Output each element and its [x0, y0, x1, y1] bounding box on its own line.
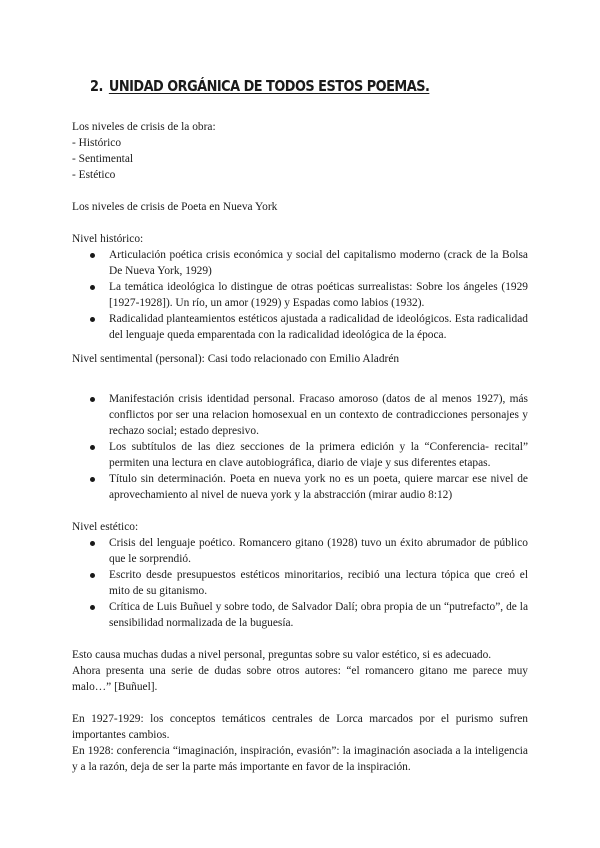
- list-item: La temática ideológica lo distingue de otras poéticas surrealistas: Sobre los ángeles (1929 [1927-1928]). Un río, un amor (1929) y Espadas como labios (1932).: [90, 279, 528, 311]
- cierre-paragraph-2: En 1928: conferencia “imaginación, inspiración, evasión”: la imaginación asociada a la inteligencia y a la razón, deja de ser la parte más importante en favor de la inspiración.: [72, 745, 528, 773]
- poeta-crisis-line: Los niveles de crisis de Poeta en Nueva York: [72, 201, 278, 213]
- intro-line: Los niveles de crisis de la obra:: [72, 121, 216, 133]
- dudas-paragraph-1: Esto causa muchas dudas a nivel personal, preguntas sobre su valor estético, si es adecuado.: [72, 649, 492, 661]
- dudas-paragraph-2: Ahora presenta una serie de dudas sobre otros autores: “el romancero gitano me parece muy malo…” [Buñuel].: [72, 665, 528, 693]
- intro-item-historico: - Histórico: [72, 137, 122, 149]
- document-body: [72, 119, 528, 775]
- list-item: Radicalidad planteamientos estéticos ajustada a radicalidad de ideológicos. Esta radicalidad del lenguaje queda emparentada con la radicalidad ideológica de la época.: [90, 311, 528, 343]
- historico-list: [72, 247, 528, 343]
- estetico-list: [72, 535, 528, 631]
- list-item: Escrito desde presupuestos estéticos minoritarios, recibió una lectura tópica que creó el mito de su gitanismo.: [90, 567, 528, 599]
- cierre-paragraph-1: En 1927-1929: los conceptos temáticos centrales de Lorca marcados por el purismo sufren importantes cambios.: [72, 713, 528, 741]
- section-number: 2.: [90, 77, 103, 95]
- section-heading: [90, 76, 429, 96]
- list-item: Los subtítulos de las diez secciones de la primera edición y la “Conferencia- recital” permiten una lectura en clave autobiográfica, diario de viaje y sus diferentes etapas.: [90, 439, 528, 471]
- intro-item-sentimental: - Sentimental: [72, 153, 134, 165]
- estetico-label: Nivel estético:: [72, 521, 139, 533]
- list-item: Crisis del lenguaje poético. Romancero gitano (1928) tuvo un éxito abrumador de público que le sorprendió.: [90, 535, 528, 567]
- section-title: UNIDAD ORGÁNICA DE TODOS ESTOS POEMAS.: [108, 77, 430, 95]
- list-item: Manifestación crisis identidad personal. Fracaso amoroso (datos de al menos 1927), más conflictos por ser una relacion homosexual en un contexto de contradicciones personajes y rechazo social; estado depresivo.: [90, 391, 528, 439]
- sentimental-list: [72, 391, 528, 503]
- list-item: Crítica de Luis Buñuel y sobre todo, de Salvador Dalí; obra propia de un “putrefacto”, de la sensibilidad normalizada de la buguesía.: [90, 599, 528, 631]
- intro-item-estetico: - Estético: [72, 169, 116, 181]
- sentimental-label: Nivel sentimental (personal): Casi todo relacionado con Emilio Aladrén: [72, 353, 400, 365]
- list-item: Articulación poética crisis económica y social del capitalismo moderno (crack de la Bolsa De Nueva York, 1929): [90, 247, 528, 279]
- list-item: Título sin determinación. Poeta en nueva york no es un poeta, quiere marcar ese nivel de aprovechamiento al nivel de nueva york y la abstracción (mirar audio 8:12): [90, 471, 528, 503]
- historico-label: Nivel histórico:: [72, 233, 144, 245]
